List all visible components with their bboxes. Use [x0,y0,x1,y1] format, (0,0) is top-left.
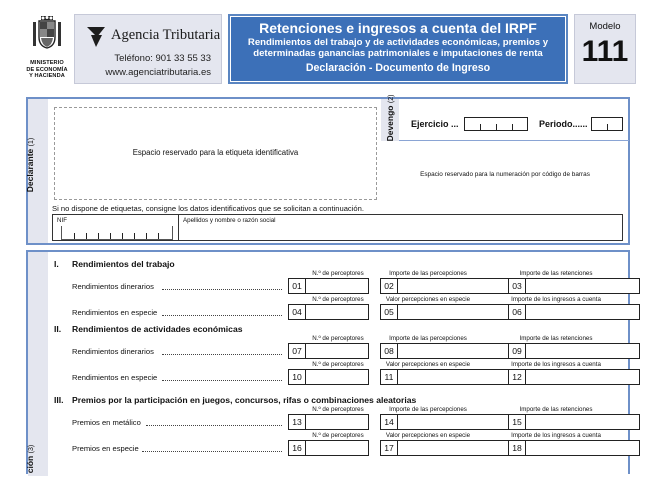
box-number: 03 [508,278,525,294]
modelo-box [574,14,636,84]
leader-dots [146,425,282,426]
modelo-number: 111 [581,35,629,68]
etiqueta-area [54,107,377,200]
leader-dots [142,451,282,452]
box-number: 09 [508,343,525,359]
agency-website: www.agenciatributaria.es [105,67,211,78]
section-roman: III. [54,395,64,405]
form-subtitle-3: Declaración - Documento de Ingreso [305,62,491,74]
ministry-block [18,14,76,80]
nif-input[interactable] [61,226,173,240]
declarante-label: Declarante (1) [25,137,35,193]
box-number: 10 [288,369,305,385]
column-header: N.º de perceptores [312,270,364,277]
leader-dots [162,289,282,290]
box-number: 08 [380,343,397,359]
amount-field[interactable] [397,304,513,320]
amount-field[interactable] [525,278,640,294]
amount-field[interactable] [397,414,513,430]
amount-field[interactable] [305,440,369,456]
section-title: Rendimientos del trabajo [72,259,175,269]
box-number: 16 [288,440,305,456]
agency-box [74,14,222,84]
no-etiqueta-note: Si no dispone de etiquetas, consigne los datos identificativos que se solicitan a continuación. [52,204,364,213]
box-number: 06 [508,304,525,320]
column-header: N.º de perceptores [312,406,364,413]
agency-logo-icon [85,25,107,49]
box-number: 18 [508,440,525,456]
box-number: 07 [288,343,305,359]
box-number: 01 [288,278,305,294]
barcode-area [381,143,629,206]
column-header: N.º de perceptores [312,432,364,439]
row-label: Rendimientos en especie [72,308,158,317]
devengo-area [381,99,629,141]
nif-separator [178,215,179,240]
column-header: Valor percepciones en especie [385,432,471,439]
amount-field[interactable] [525,440,640,456]
ministry-line-1: MINISTERIO [30,60,64,66]
coat-of-arms-icon [32,14,62,52]
amount-field[interactable] [305,369,369,385]
column-header: Importe de las retenciones [519,335,593,342]
title-box [228,14,568,84]
row-label: Rendimientos en especie [72,373,158,382]
row-label: Premios en metálico [72,418,141,427]
amount-field[interactable] [397,343,513,359]
amount-field[interactable] [305,343,369,359]
leader-dots [162,354,282,355]
column-header: Importe de los ingresos a cuenta [511,296,601,303]
etiqueta-text: Espacio reservado para la etiqueta identificativa [132,148,299,157]
column-header: N.º de perceptores [312,361,364,368]
box-number: 05 [380,304,397,320]
barcode-text: Espacio reservado para la numeración por código de barras [420,171,590,178]
row-label: Rendimientos dinerarios [72,347,154,356]
column-header: Valor percepciones en especie [385,296,471,303]
column-header: Importe de las retenciones [519,270,593,277]
agency-phone: Teléfono: 901 33 55 33 [114,53,211,64]
agency-name: Agencia Tributaria [111,27,221,43]
column-header: Importe de las percepciones [389,406,467,413]
nif-row [52,214,623,241]
section-roman: II. [54,324,62,334]
column-header: Valor percepciones en especie [385,361,471,368]
amount-field[interactable] [305,414,369,430]
form-subtitle-2: determinadas ganancias patrimoniales e imputaciones de renta [253,48,543,59]
apellidos-label: Apellidos y nombre o razón social [183,217,276,224]
column-header: Importe de los ingresos a cuenta [511,432,601,439]
ejercicio-input[interactable] [464,117,528,131]
box-number: 17 [380,440,397,456]
form-title: Retenciones e ingresos a cuenta del IRPF [259,20,537,36]
leader-dots [162,315,282,316]
amount-field[interactable] [305,278,369,294]
leader-dots [162,380,282,381]
box-number: 12 [508,369,525,385]
periodo-input[interactable] [591,117,623,131]
column-header: Importe de los ingresos a cuenta [511,361,601,368]
amount-field[interactable] [525,369,640,385]
row-label: Premios en especie [72,444,139,453]
row-label: Rendimientos dinerarios [72,282,154,291]
amount-field[interactable] [305,304,369,320]
modelo-label: Modelo [589,21,621,32]
box-number: 02 [380,278,397,294]
periodo-label: Periodo...... [539,119,588,129]
column-header: N.º de perceptores [312,296,364,303]
box-number: 11 [380,369,397,385]
ministry-line-2: DE ECONOMÍA [26,66,68,73]
section-roman: I. [54,259,59,269]
amount-field[interactable] [397,278,513,294]
box-number: 13 [288,414,305,430]
amount-field[interactable] [397,369,513,385]
devengo-label: Devengo (2) [385,94,395,142]
amount-field[interactable] [525,304,640,320]
box-number: 04 [288,304,305,320]
section-title: Rendimientos de actividades económicas [72,324,243,334]
amount-field[interactable] [525,414,640,430]
amount-field[interactable] [525,343,640,359]
ejercicio-label: Ejercicio ... [411,119,459,129]
column-header: Importe de las percepciones [389,270,467,277]
column-header: N.º de perceptores [312,335,364,342]
nif-label: NIF [57,217,67,224]
form-subtitle-1: Rendimientos del trabajo y de actividades económicas, premios y [247,37,549,48]
section-title: Premios por la participación en juegos, concursos, rifas o combinaciones aleatorias [72,395,417,405]
ministry-line-3: Y HACIENDA [29,73,65,80]
column-header: Importe de las percepciones [389,335,467,342]
amount-field[interactable] [397,440,513,456]
box-number: 15 [508,414,525,430]
liquidacion-label: ción (3) [25,444,35,474]
column-header: Importe de las retenciones [519,406,593,413]
box-number: 14 [380,414,397,430]
